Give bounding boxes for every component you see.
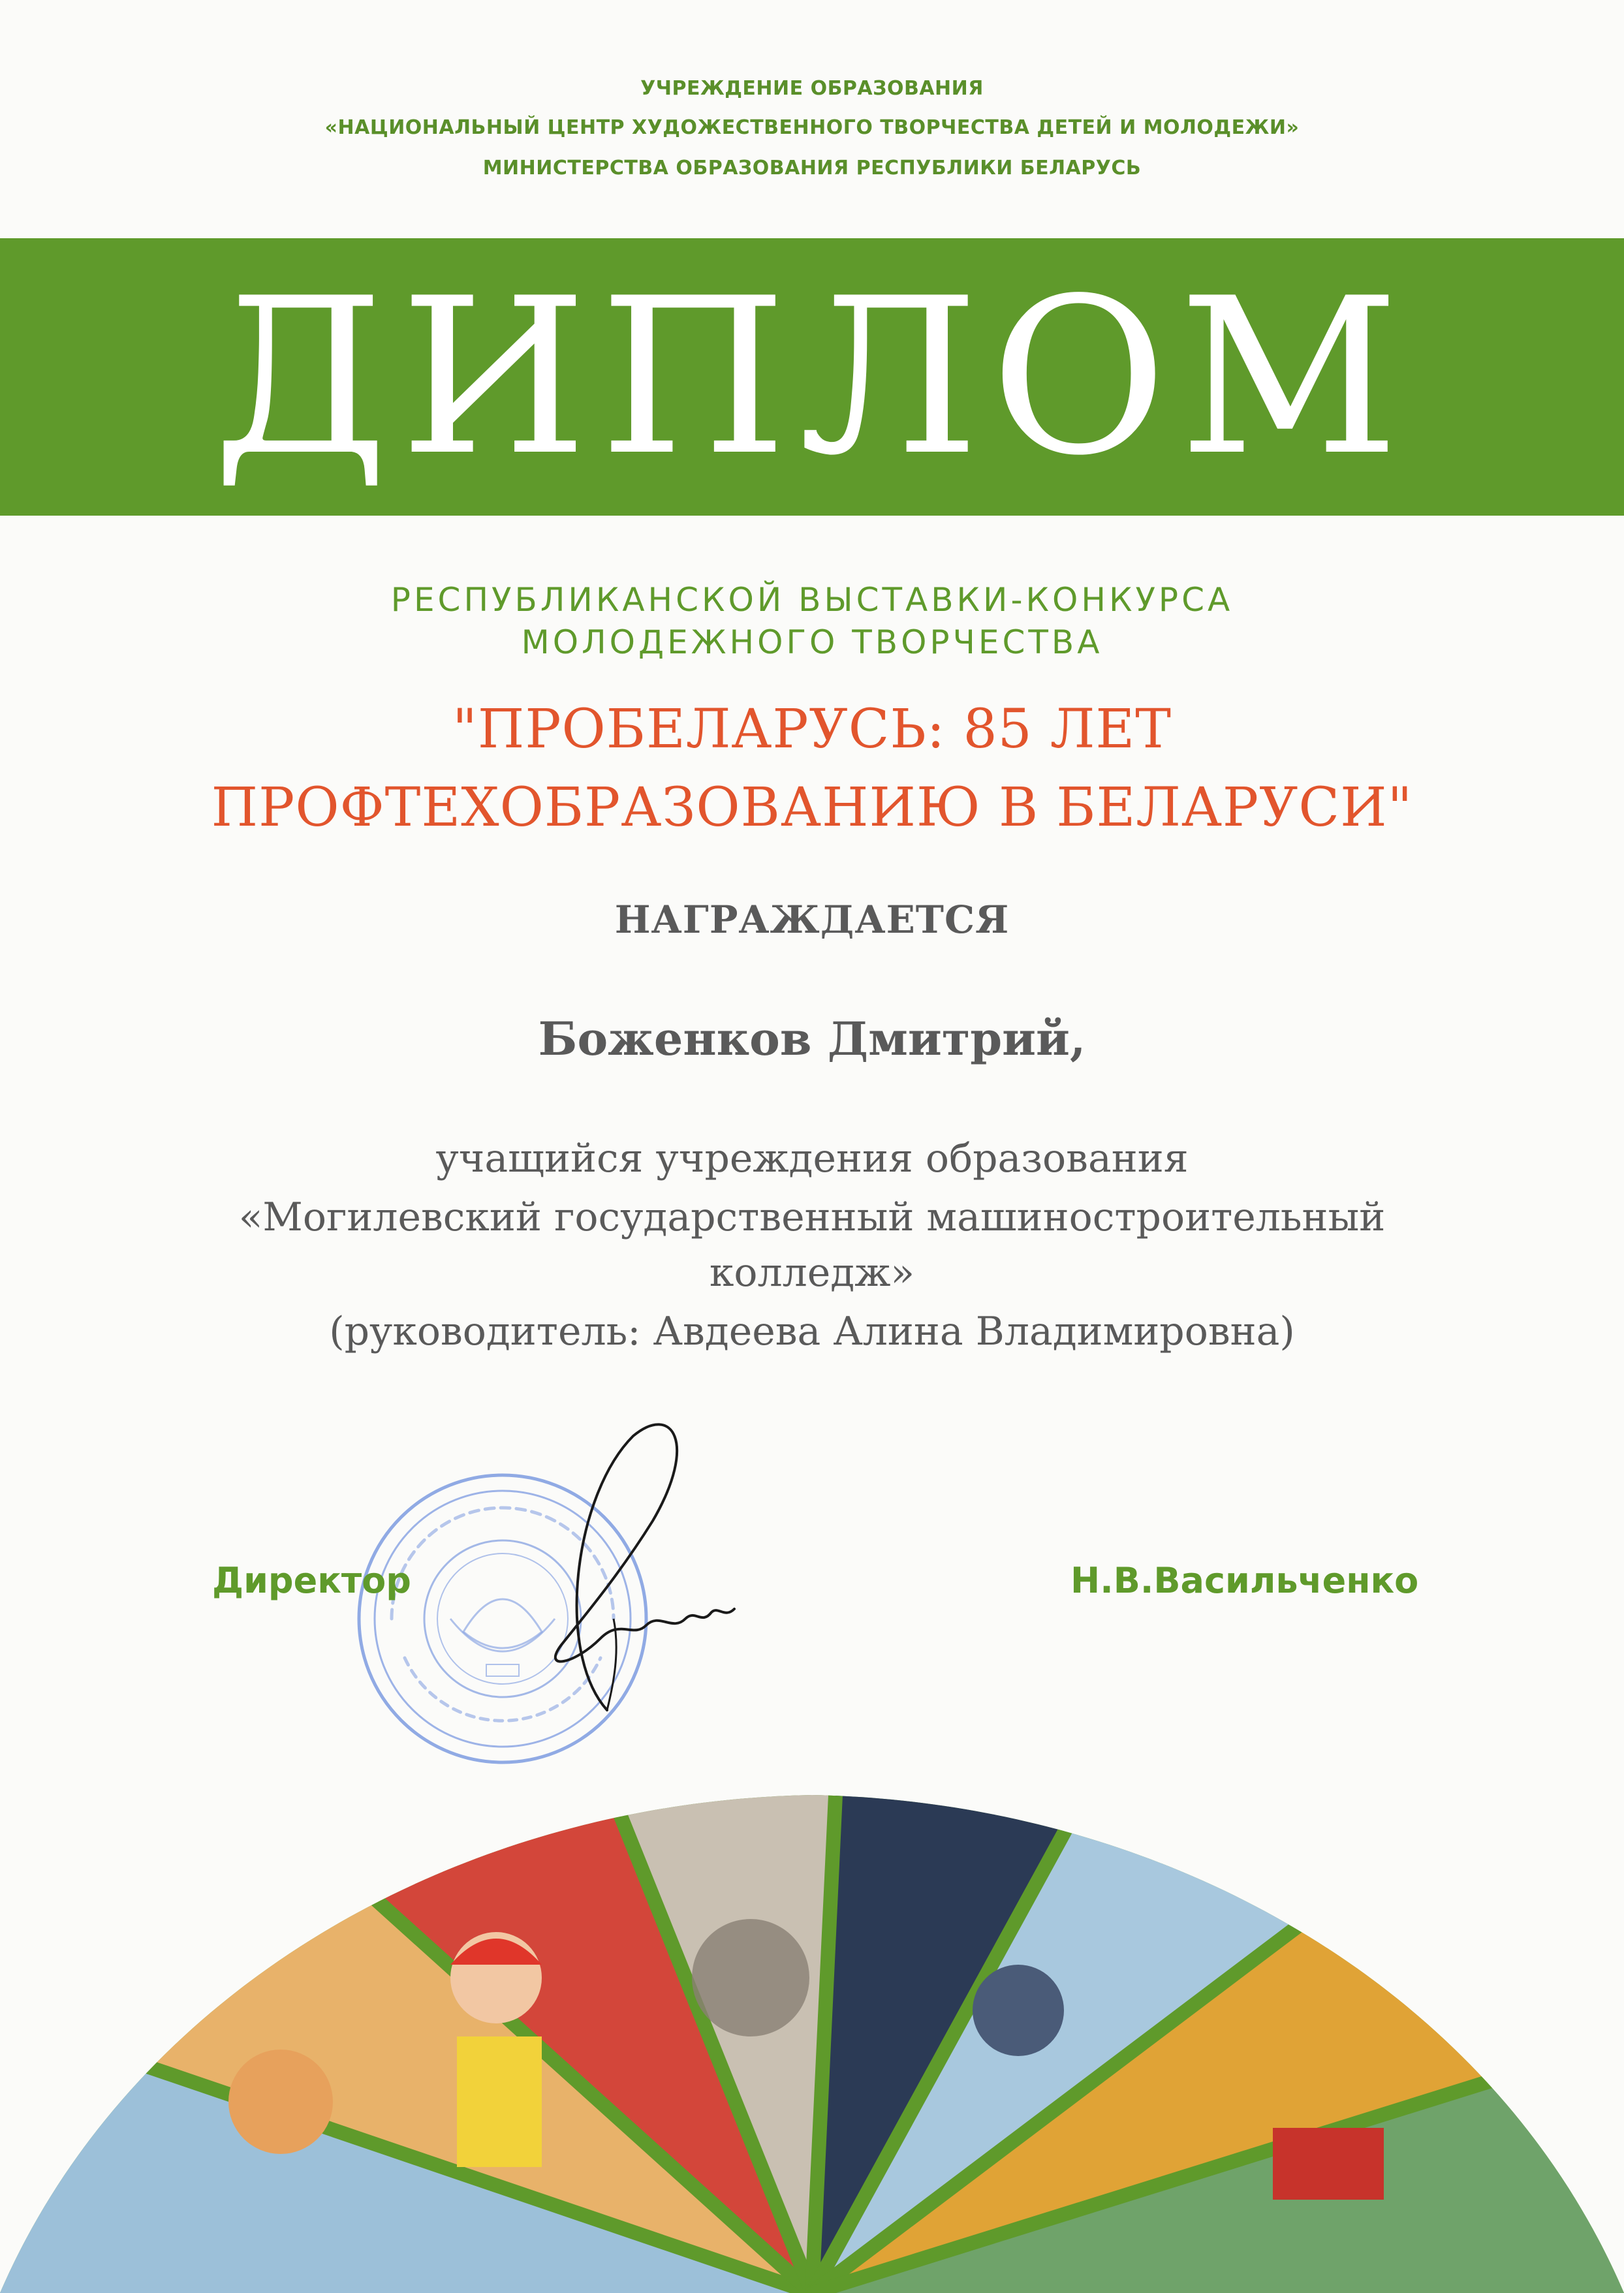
signatory-name: Н.В.Васильченко [1070,1560,1419,1601]
artwork-fan-decoration [0,1762,1624,2293]
awarded-label: НАГРАЖДАЕТСЯ [614,897,1010,942]
issuer-line-2: «НАЦИОНАЛЬНЫЙ ЦЕНТР ХУДОЖЕСТВЕННОГО ТВОРЧЕСТВА ДЕТЕЙ И МОЛОДЕЖИ» [324,116,1300,139]
event-subtitle-line-1: РЕСПУБЛИКАНСКОЙ ВЫСТАВКИ-КОНКУРСА [390,581,1234,619]
issuer-line-1: УЧРЕЖДЕНИЕ ОБРАЗОВАНИЯ [640,77,984,100]
recipient-details-line-3: колледж» [709,1250,915,1296]
issuer-line-3: МИНИСТЕРСТВА ОБРАЗОВАНИЯ РЕСПУБЛИКИ БЕЛАРУСЬ [482,157,1142,179]
diploma-title: ДИПЛОМ [213,251,1411,503]
signature-icon [476,1403,751,1769]
recipient-details-line-1: учащийся учреждения образования [435,1136,1189,1181]
title-banner [0,238,1624,516]
recipient-details-line-2: «Могилевский государственный машиностроительный [238,1194,1386,1240]
contest-name-line-1: "ПРОБЕЛАРУСЬ: 85 ЛЕТ [452,698,1172,760]
contest-name-line-2: ПРОФТЕХОБРАЗОВАНИЮ В БЕЛАРУСИ" [211,777,1413,839]
recipient-details-line-4: (руководитель: Авдеева Алина Владимировна) [329,1309,1295,1354]
event-subtitle-line-2: МОЛОДЕЖНОГО ТВОРЧЕСТВА [521,623,1103,661]
signatory-position: Директор [212,1560,411,1601]
recipient-name: Боженков Дмитрий, [538,1012,1086,1066]
